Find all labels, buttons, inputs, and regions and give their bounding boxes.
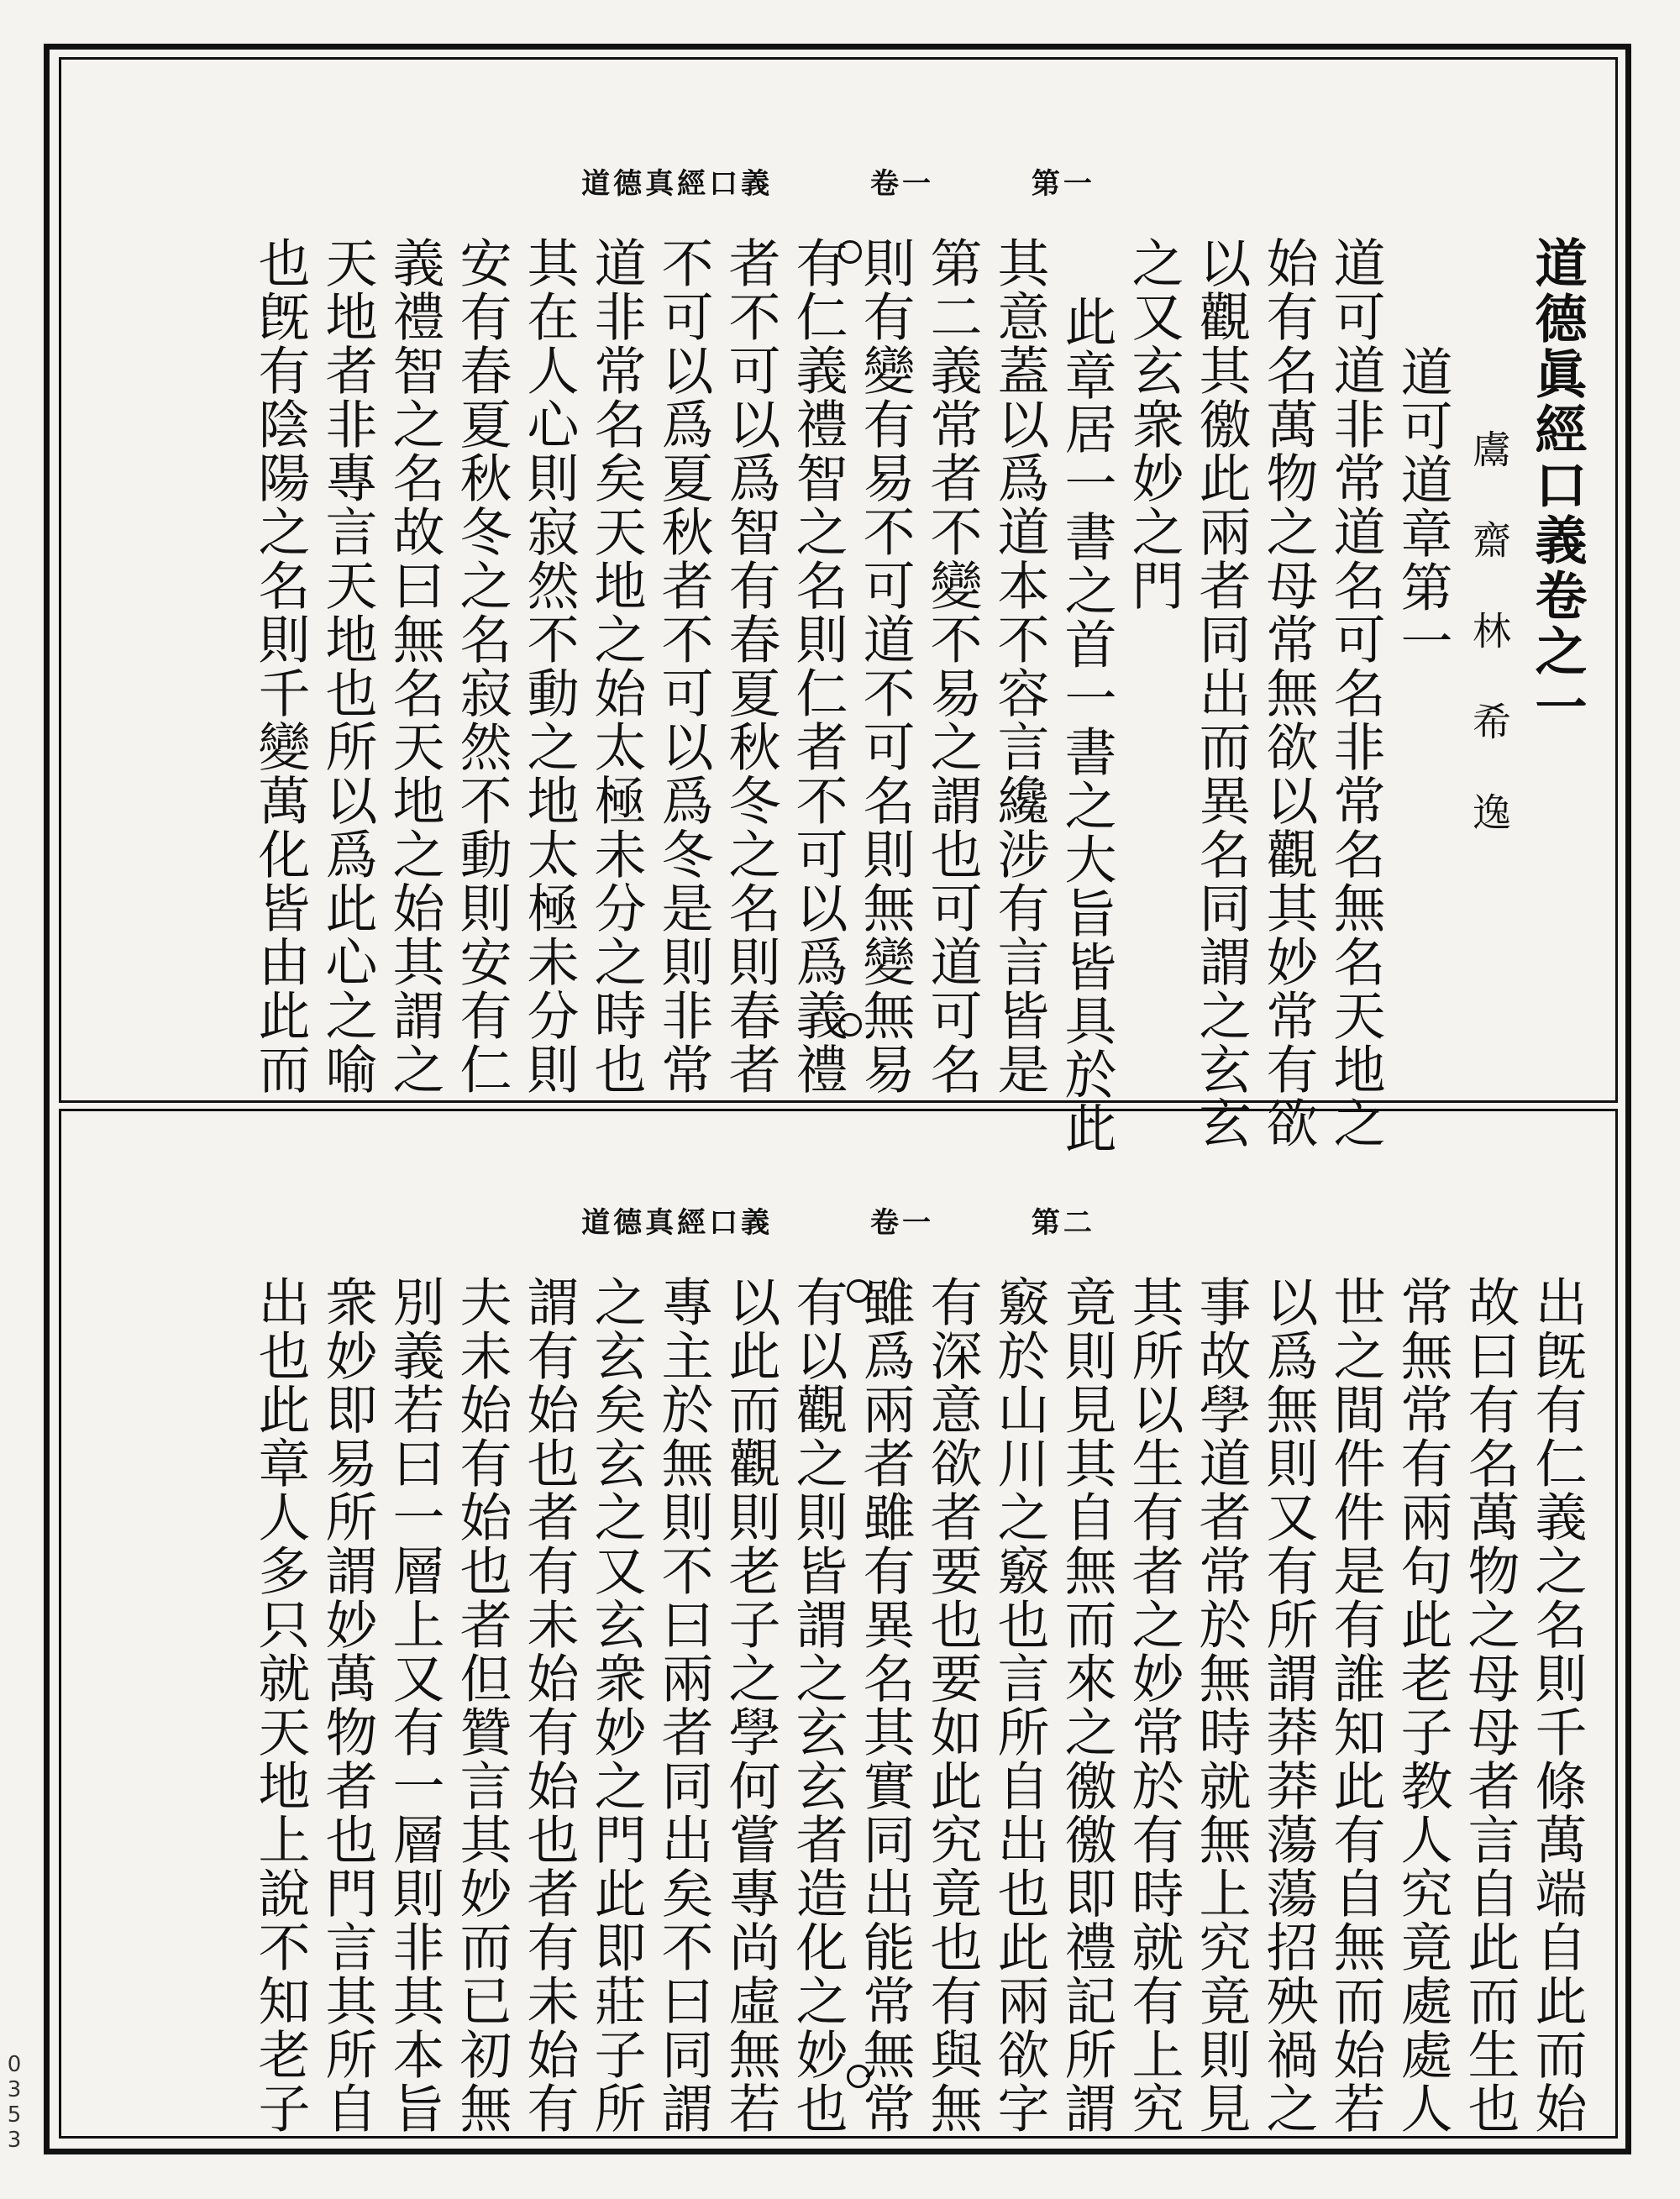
running-header: [61, 160, 1615, 202]
text-column: 事故學道者常於無時就無上究竟則見: [1190, 1275, 1252, 2135]
text-column: 世之間件件是有誰知此有自無而始若: [1325, 1275, 1386, 2135]
text-column: 則有變有易不可道不可名則無變無易: [854, 236, 916, 1096]
volume-title: 道德眞經口義卷之一: [1526, 236, 1588, 735]
header-volume: 卷一: [870, 1206, 934, 1240]
text-columns: [246, 1275, 1590, 2135]
header-leaf: 第二: [1031, 1206, 1095, 1240]
text-column: 有仁義禮智之名則仁者不可以爲義禮: [787, 236, 848, 1096]
text-column: 者不可以爲智有春夏秋冬之名則春者: [720, 236, 781, 1096]
text-column: 以爲無則又有所謂莽莽蕩蕩招殃禍之: [1257, 1275, 1319, 2135]
text-column: 天地者非專言天地也所以爲此心之喻: [317, 236, 378, 1096]
text-column: 出旣有仁義之名則千條萬端自此而始: [1526, 1275, 1588, 2135]
text-column: 有以觀之則皆謂之玄玄者造化之妙也: [787, 1275, 848, 2135]
text-column: 別義若曰一層上又有一層則非其本旨: [384, 1275, 445, 2135]
text-column: 道可道非常道名可名非常名無名天地之: [1325, 236, 1386, 1150]
header-volume: 卷一: [870, 167, 934, 201]
text-column: 竅於山川之竅也言所自出也此兩欲字: [989, 1275, 1050, 2135]
text-column: 安有春夏秋冬之名寂然不動則安有仁: [451, 236, 512, 1096]
text-column: 其所以生有者之妙常於有時就有上究: [1123, 1275, 1184, 2135]
page-number-digit: 3: [7, 2128, 22, 2153]
running-header: [61, 1199, 1615, 1241]
text-column: 夫未始有始也者但贊言其妙而已初無: [451, 1275, 512, 2135]
page-number: [2, 2052, 27, 2153]
leaf-panel-upper: [59, 57, 1618, 1155]
text-column: 出也此章人多只就天地上說不知老子: [249, 1275, 311, 2135]
text-column: 不可以爲夏秋者不可以爲冬是則非常: [653, 236, 714, 1096]
text-column: 專主於無則不曰兩者同出矣不曰同謂: [653, 1275, 714, 2135]
header-title: 道德真經口義: [581, 1206, 774, 1240]
text-column: 第二義常者不變不易之謂也可道可名: [921, 236, 983, 1096]
page-number-digit: 0: [7, 2052, 22, 2077]
text-column: 雖爲兩者雖有異名其實同出能常無常: [854, 1275, 916, 2135]
text-column: 之又玄衆妙之門: [1123, 236, 1184, 612]
text-column: 有深意欲者要也要如此究竟也有與無: [921, 1275, 983, 2135]
text-column: 常無常有兩句此老子教人究竟處處人: [1392, 1275, 1453, 2135]
text-column: 其在人心則寂然不動之地太極未分則: [518, 236, 580, 1096]
chapter-heading: 道可道章第一: [1392, 345, 1453, 668]
page-number-digit: 5: [7, 2102, 22, 2128]
text-column: 義禮智之名故曰無名天地之始其謂之: [384, 236, 445, 1096]
text-column: 竟則見其自無而來之徼徼即禮記所謂: [1056, 1275, 1117, 2135]
text-column: 之玄矣玄之又玄衆妙之門此即莊子所: [585, 1275, 647, 2135]
text-column: 故曰有名萬物之母母者言自此而生也: [1459, 1275, 1520, 2135]
text-column: 衆妙即易所謂妙萬物者也門言其所自: [317, 1275, 378, 2135]
text-column: 始有名萬物之母常無欲以觀其妙常有欲: [1257, 236, 1319, 1150]
text-column: 以觀其徼此兩者同出而異名同謂之玄玄: [1190, 236, 1252, 1150]
text-column: 此章居一書之首一書之大旨皆具於此: [1056, 295, 1117, 1155]
text-column: 其意蓋以爲道本不容言纔涉有言皆是: [989, 236, 1050, 1096]
text-column: 以此而觀則老子之學何嘗專尚虛無若: [720, 1275, 781, 2135]
text-column: 道非常名矣天地之始太極未分之時也: [585, 236, 647, 1096]
text-column: 謂有始也者有未始有始也者有未始有: [518, 1275, 580, 2135]
leaf-panel-lower: [59, 1109, 1618, 2139]
header-leaf: 第一: [1031, 167, 1095, 201]
text-column: 也旣有陰陽之名則千變萬化皆由此而: [249, 236, 311, 1096]
author-line: 鬳齋林希逸: [1467, 429, 1512, 883]
text-columns: [246, 236, 1590, 1155]
header-title: 道德真經口義: [581, 167, 774, 201]
page-number-digit: 3: [7, 2077, 22, 2102]
